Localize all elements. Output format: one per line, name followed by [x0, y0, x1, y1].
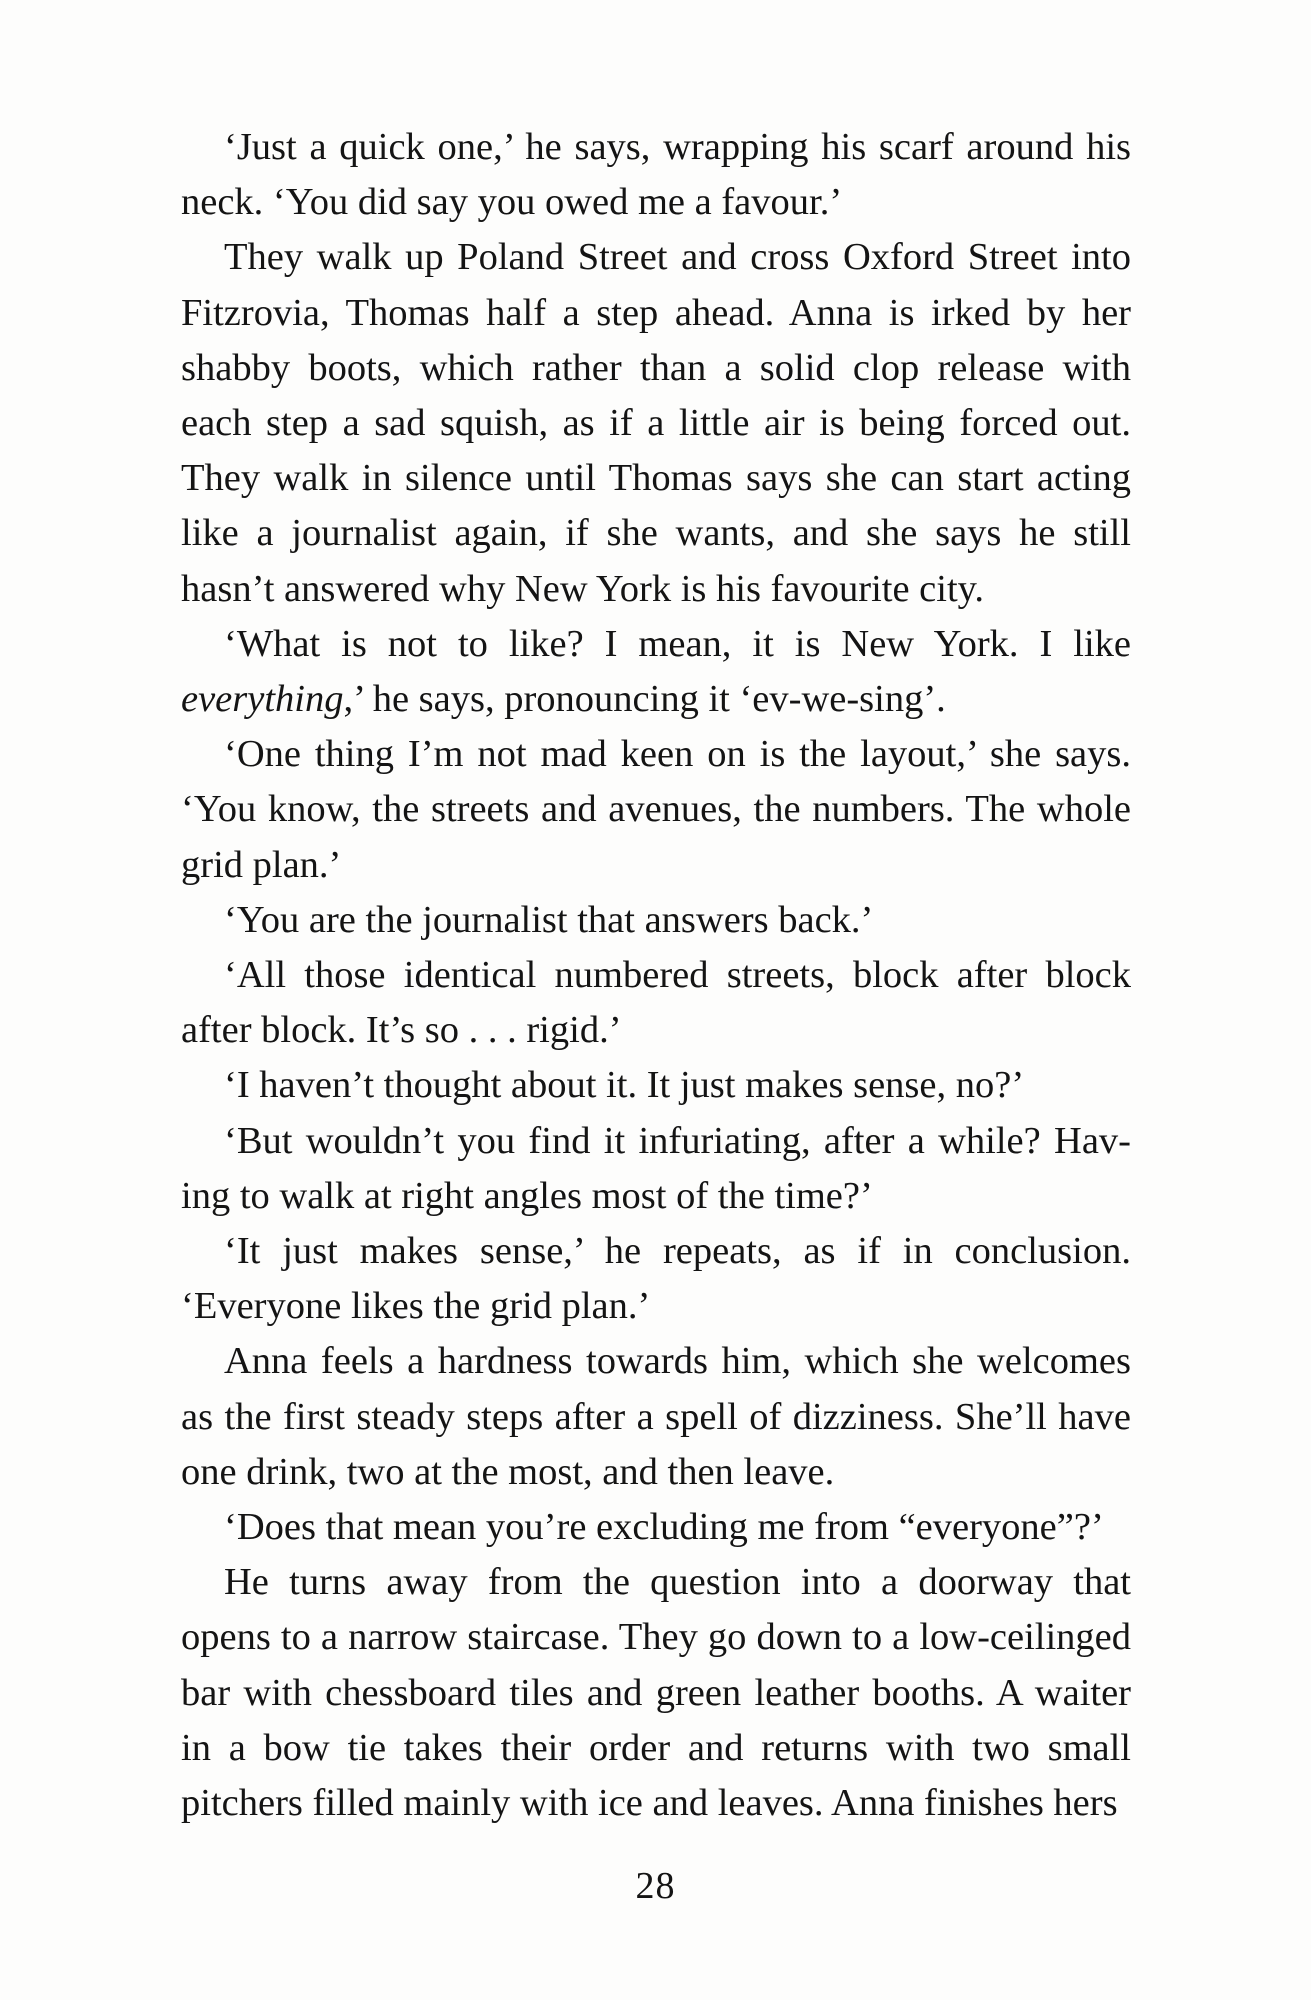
paragraph-3 [181, 617, 1131, 727]
paragraph-8: ‘But wouldn’t you find it infuriating, after a while? Having to walk at right angles most of the time?’ [181, 1119, 1131, 1217]
paragraph-5: ‘You are the journalist that answers back.’ [224, 898, 874, 941]
body-text [181, 120, 1131, 1831]
paragraph-9: ‘It just makes sense,’ he repeats, as if in conclusion. ‘Everyone likes the grid plan.’ [181, 1230, 1131, 1328]
paragraph-11: ‘Does that mean you’re excluding me from “everyone”?’ [224, 1506, 1104, 1549]
paragraph-12: He turns away from the question into a doorway that opens to a narrow staircase. They go down to a low-ceilinged bar with chessboard tiles and green leather booths. A waiter in a bow tie takes their order and returns with two small pitchers filled mainly with ice and leaves. Anna finishes hers [181, 1561, 1131, 1825]
paragraph-2: They walk up Poland Street and cross Oxford Street into Fitzrovia, Thomas half a step ahead. Anna is irked by her shabby boots, which rather than a solid clop release with each step a sad squish, as if a little air is being forced out. They walk in silence until Thomas says she can start acting like a journalist again, if she wants, and she says he still hasn’t answered why New York is his favourite city. [181, 236, 1131, 610]
paragraph-3-pre: ‘What is not to like? I mean, it is New York. I like [224, 622, 1131, 665]
paragraph-4: ‘One thing I’m not mad keen on is the layout,’ she says. ‘You know, the streets and avenues, the numbers. The whole grid plan.’ [181, 733, 1131, 886]
paragraph-10: Anna feels a hardness towards him, which she welcomes as the first steady steps after a spell of dizziness. She’ll have one drink, two at the most, and then leave. [181, 1340, 1131, 1493]
page-number: 28 [635, 1865, 676, 1907]
paragraph-3-post: ,’ he says, pronouncing it ‘ev-we-sing’. [343, 678, 946, 721]
paragraph-7: ‘I haven’t thought about it. It just makes sense, no?’ [224, 1064, 1025, 1107]
paragraph-1: ‘Just a quick one,’ he says, wrapping his scarf around his neck. ‘You did say you owed me a favour.’ [181, 126, 1131, 224]
paragraph-3-emphasis: everything [181, 678, 344, 721]
paragraph-6: ‘All those identical numbered streets, block after block after block. It’s so . . . rigid.’ [181, 954, 1131, 1052]
